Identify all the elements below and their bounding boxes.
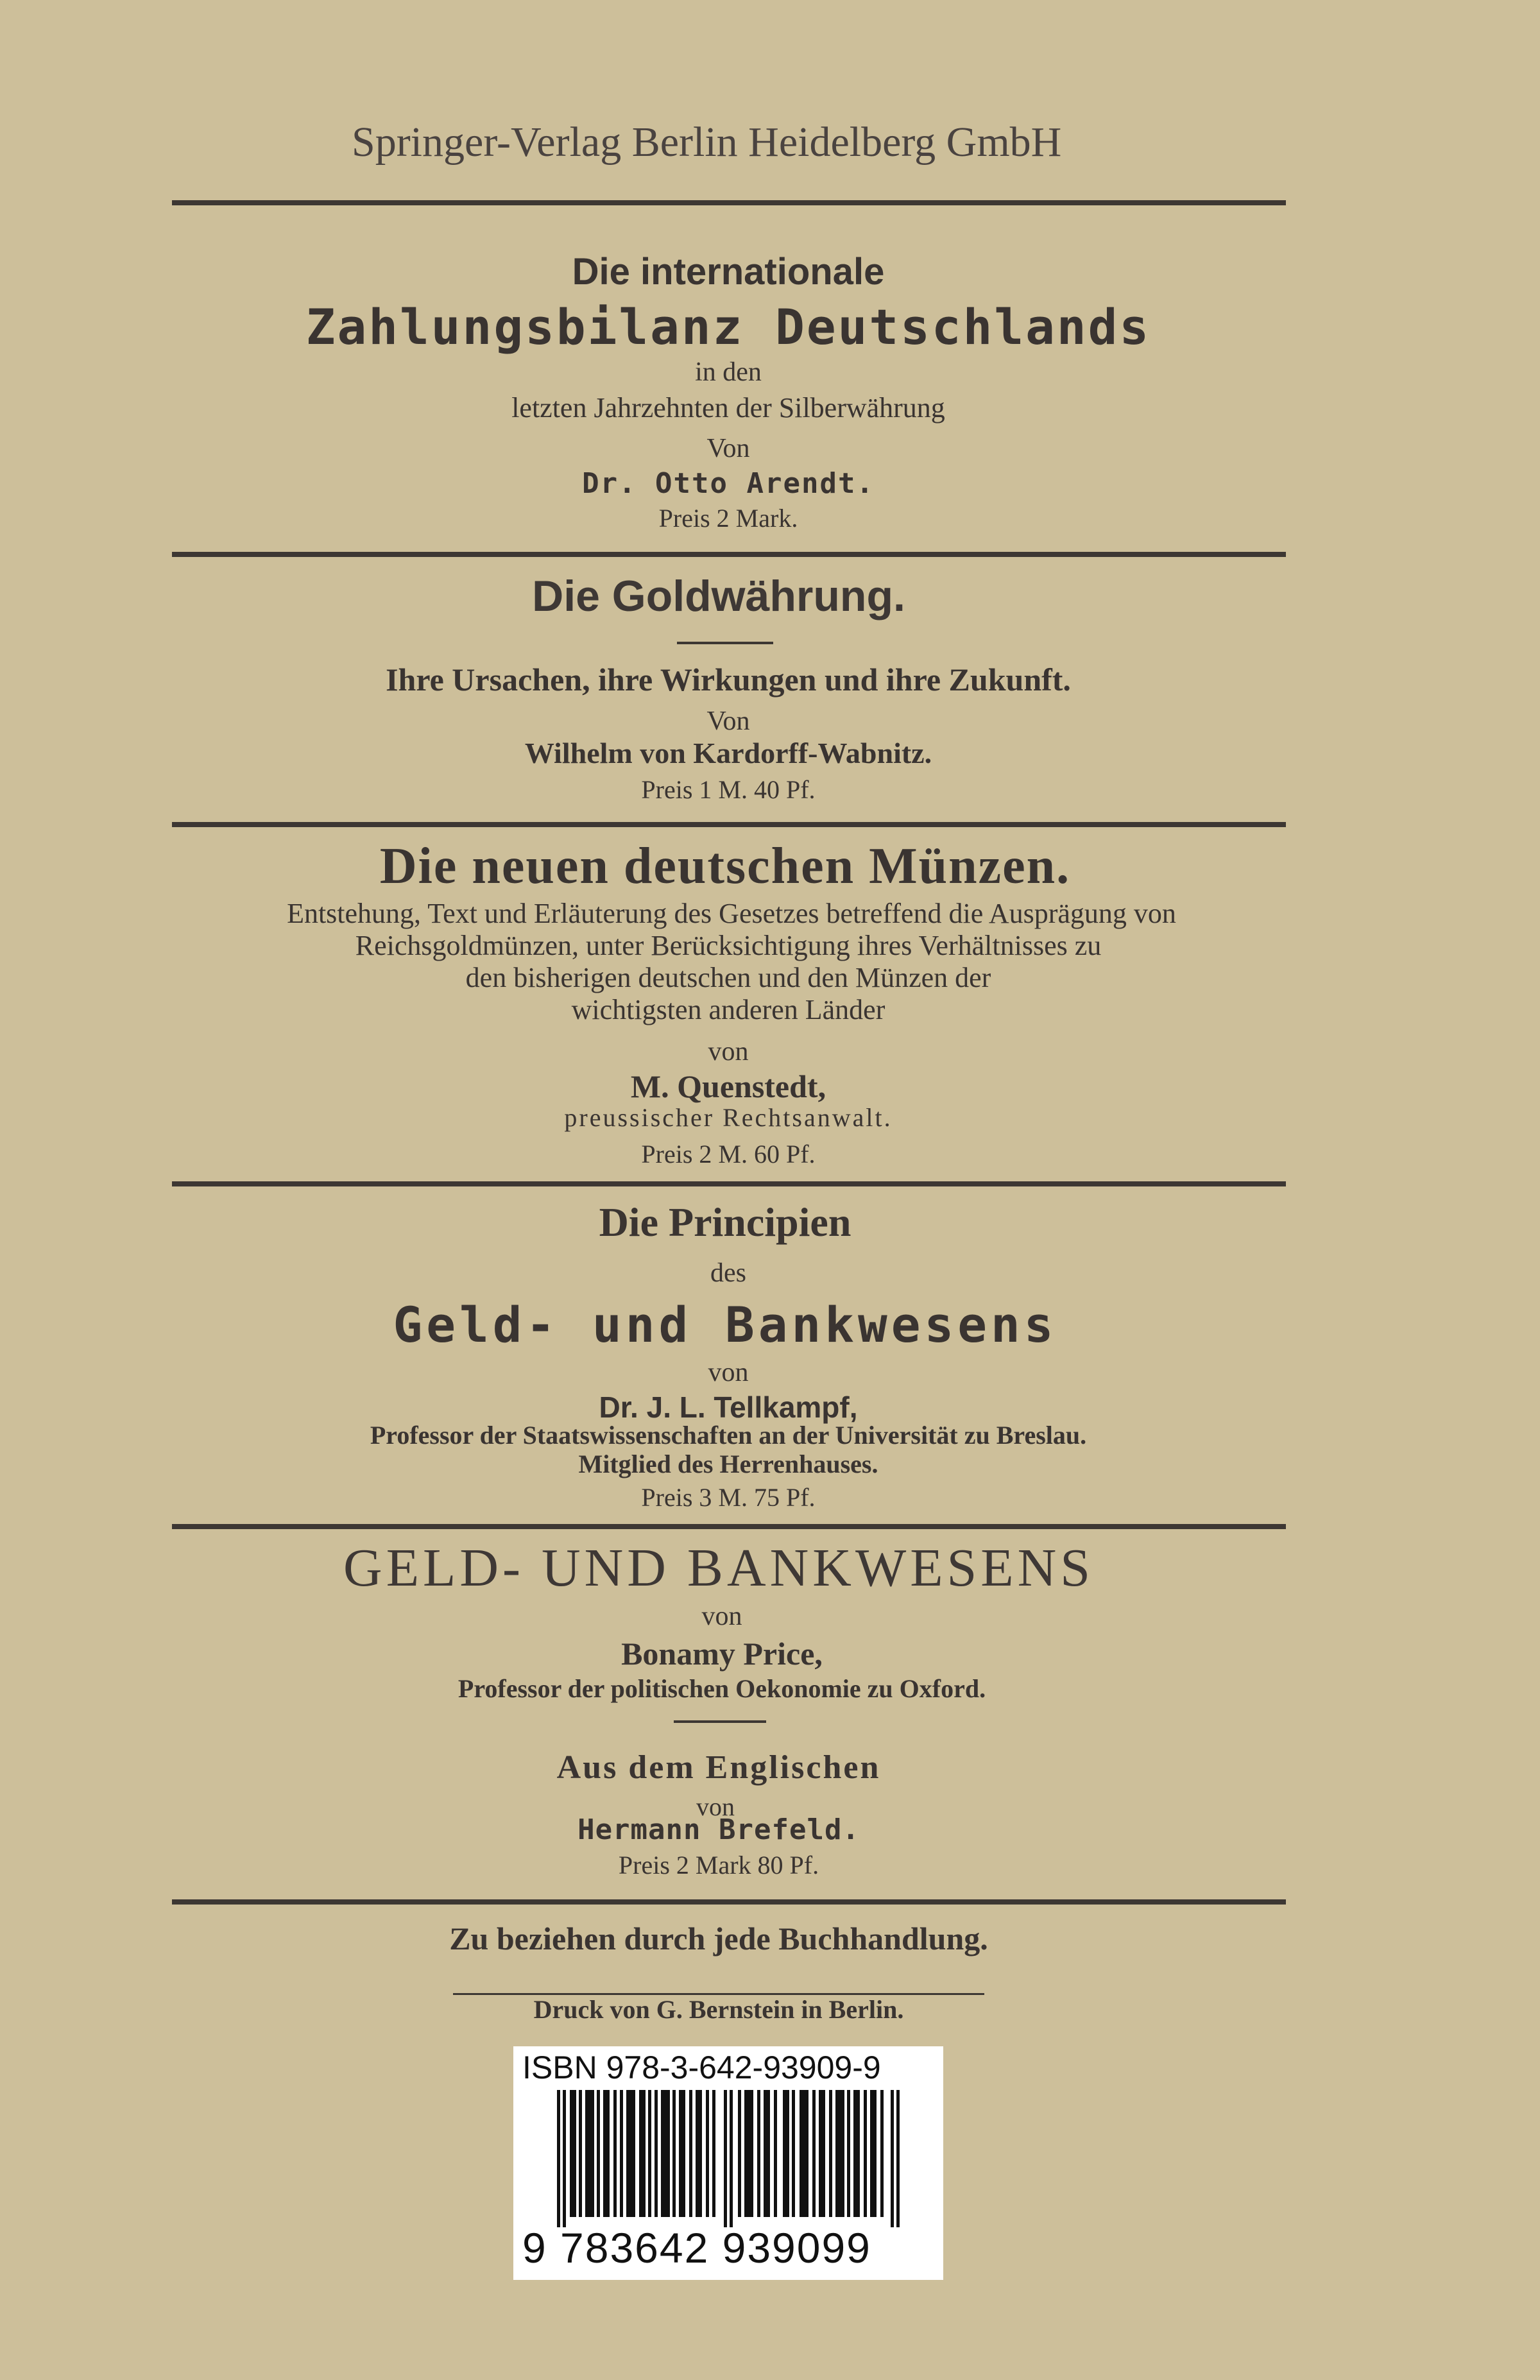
book-description: Reichsgoldmünzen, unter Berücksichtigung ihres Verhältnisses zu <box>355 930 1102 961</box>
barcode-bars <box>557 2090 903 2227</box>
divider <box>172 552 1286 557</box>
book-by: von <box>708 1358 749 1387</box>
book-description: Entstehung, Text und Erläuterung des Gesetzes betreffend die Ausprägung von <box>287 898 1176 929</box>
isbn-text: ISBN 978-3-642-93909-9 <box>522 2050 881 2085</box>
book-author: Dr. Otto Arendt. <box>582 467 875 500</box>
book-by: von <box>708 1037 749 1066</box>
book-by: von <box>696 1792 735 1821</box>
book-line: in den <box>695 357 762 387</box>
book-translator: Hermann Brefeld. <box>578 1813 860 1846</box>
book-author-title: Professor der politischen Oekonomie zu Oxford. <box>458 1674 986 1703</box>
book-title-line2: Zahlungsbilanz Deutschlands <box>305 298 1151 355</box>
divider <box>172 1181 1286 1186</box>
book-title: Die neuen deutschen Münzen. <box>379 838 1071 895</box>
book-title-line3: Geld- und Bankwesens <box>393 1296 1057 1353</box>
book-price: Preis 2 M. 60 Pf. <box>641 1140 816 1169</box>
short-divider <box>674 1720 766 1723</box>
book-price: Preis 1 M. 40 Pf. <box>641 775 816 804</box>
book-line: des <box>710 1258 746 1288</box>
book-by: Von <box>706 434 750 463</box>
divider <box>172 822 1286 827</box>
isbn-barcode <box>513 2046 943 2280</box>
publisher-name: Springer-Verlag Berlin Heidelberg GmbH <box>352 119 1062 166</box>
book-by: Von <box>706 706 750 736</box>
printer-note: Druck von G. Bernstein in Berlin. <box>533 1995 904 2024</box>
availability-note: Zu beziehen durch jede Buchhandlung. <box>449 1921 988 1956</box>
book-author-title: Mitglied des Herrenhauses. <box>578 1450 878 1478</box>
book-author-title: preussischer Rechtsanwalt. <box>564 1103 893 1132</box>
divider <box>172 1899 1286 1905</box>
book-price: Preis 3 M. 75 Pf. <box>641 1483 816 1512</box>
book-author: Bonamy Price, <box>621 1636 823 1672</box>
book-author: M. Quenstedt, <box>630 1068 826 1104</box>
book-price: Preis 2 Mark. <box>658 504 798 533</box>
book-title: Die Goldwährung. <box>532 572 905 621</box>
book-subtitle: Ihre Ursachen, ihre Wirkungen und ihre Zukunft. <box>386 662 1071 698</box>
book-author-title: Professor der Staatswissenschaften an der Universität zu Breslau. <box>370 1421 1087 1450</box>
book-title-line1: Die Principien <box>599 1199 851 1245</box>
book-title: GELD- UND BANKWESENS <box>343 1538 1094 1598</box>
book-title-line1: Die internationale <box>572 251 885 293</box>
book-description: den bisherigen deutschen und den Münzen der <box>465 962 991 993</box>
translation-note: Aus dem Englischen <box>556 1749 881 1786</box>
book-author: Wilhelm von Kardorff-Wabnitz. <box>524 737 932 769</box>
barcode-digits: 9 783642 939099 <box>522 2224 871 2272</box>
book-by: von <box>701 1602 742 1631</box>
divider <box>172 200 1286 205</box>
book-author: Dr. J. L. Tellkampf, <box>599 1391 858 1424</box>
book-line: letzten Jahrzehnten der Silberwährung <box>511 392 945 424</box>
book-description: wichtigsten anderen Länder <box>571 994 886 1025</box>
divider <box>172 1524 1286 1529</box>
book-price: Preis 2 Mark 80 Pf. <box>618 1851 819 1879</box>
short-divider <box>677 642 773 644</box>
